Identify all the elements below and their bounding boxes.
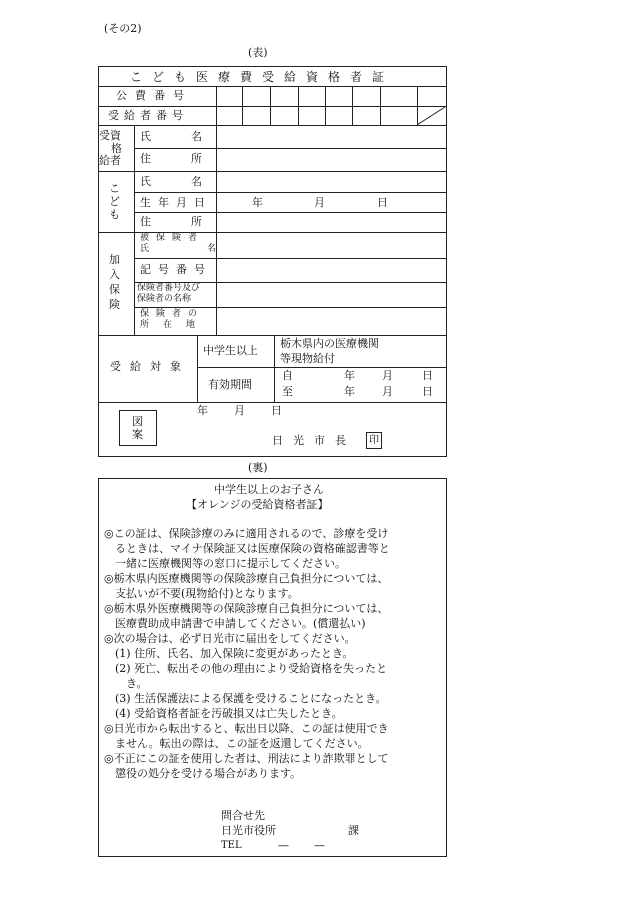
from-month: 月 [382,369,393,382]
issue-day: 日 [271,404,282,417]
contact-label: 問合せ先 [221,809,265,822]
notice-line: (1) 住所、氏名、加入保険に変更があったとき。 [104,647,354,660]
recipient-group-label-3: 給者 [99,154,121,167]
birth-day: 日 [377,196,388,209]
notice-line: ◎次の場合は、必ず日光市に届出をしてください。 [104,632,356,645]
insurer-number-1: 保険者番号及び [137,283,201,293]
notice-line: (2) 死亡、転出その他の理由により受給資格を失ったと [104,662,388,675]
emblem-label: 図案 [132,415,143,441]
to-label: 至 [282,385,293,398]
notice-line: ◎栃木県内医療機関等の保険診療自己負担分については、 [104,572,389,585]
contact-section: 課 [348,824,359,837]
mayor-label: 日光市長 [272,434,356,447]
from-label: 自 [282,369,293,382]
recipient-group-label-1: 受資 [99,129,121,142]
tel-dash-1: — [278,839,289,852]
from-year: 年 [344,369,355,382]
symbol-number-label: 記号番号 [140,263,212,276]
child-address-label: 住所 [140,215,242,228]
child-name-label: 氏名 [140,175,242,188]
child-birth-label: 生年月日 [140,196,212,209]
contact-office: 日光市役所 [221,824,276,837]
notice-line: ◎日光市から転出すると、転出日以降、この証は使用でき [104,722,389,735]
coverage-desc-1: 栃木県内の医療機関 [280,337,379,350]
insurer-address-1: 保険者の [140,309,205,319]
validity-label: 有効期間 [208,378,252,391]
card-title: こども医療費受給資格者証 [130,70,395,84]
contact-tel: TEL [221,840,242,851]
coverage-label: 受給対象 [110,360,190,373]
recipient-name-label: 氏名 [140,130,242,143]
public-number-label: 公費番号 [116,89,192,102]
insured-name-1: 被保険者 [140,233,205,243]
sheet-label: (その2) [104,22,142,35]
birth-month: 月 [314,196,325,209]
insurance-group-label: 加入保険 [109,253,120,311]
issue-year: 年 [197,404,208,417]
notice-line: 医療費助成申請書で申請してください。(償還払い) [104,617,366,630]
notice-line: き。 [104,677,148,690]
coverage-level: 中学生以上 [203,344,258,357]
notice-line: ません。転出の際は、この証を返還してください。 [104,737,369,750]
recipient-group-label-2: 格 [111,142,122,155]
emblem-box [119,410,157,446]
child-group-label: こども [109,182,120,221]
back-heading-2: 【オレンジの受給資格者証】 [186,498,329,511]
notice-line: ◎不正にこの証を使用した者は、刑法により詐欺罪として [104,752,389,765]
notice-line: ◎栃木県外医療機関等の保険診療自己負担分については、 [104,602,389,615]
to-year: 年 [344,385,355,398]
recipient-address-label: 住所 [140,152,242,165]
back-label: (裏) [248,461,268,474]
notice-line: 一緒に医療機関等の窓口に提示してください。 [104,557,346,570]
front-label: (表) [248,46,268,59]
notice-line: 懲役の処分を受ける場合があります。 [104,767,302,780]
notice-line: (4) 受給資格者証を汚破損又は亡失したとき。 [104,707,343,720]
issue-month: 月 [234,404,245,417]
from-day: 日 [422,369,433,382]
notice-line: 支払いが不要(現物給付)となります。 [104,587,299,600]
to-day: 日 [422,385,433,398]
insurer-number-2: 保険者の名称 [137,294,192,304]
slash-mark [417,106,446,126]
insured-name-2: 氏名 [140,244,275,254]
to-month: 月 [382,385,393,398]
coverage-desc-2: 等現物給付 [280,352,335,365]
notice-line: るときは、マイナ保険証又は医療保険の資格確認書等と [104,542,390,555]
notice-line: (3) 生活保護法による保護を受けることになったとき。 [104,692,387,705]
recipient-number-label: 受給者番号 [108,109,188,122]
seal-box: 印 [366,432,382,449]
back-heading-1: 中学生以上のお子さん [214,483,324,496]
birth-year: 年 [252,196,263,209]
tel-dash-2: — [314,839,325,852]
insurer-address-2: 所在地 [140,320,210,330]
notice-line: ◎この証は、保険診療のみに適用されるので、診療を受け [104,527,389,540]
